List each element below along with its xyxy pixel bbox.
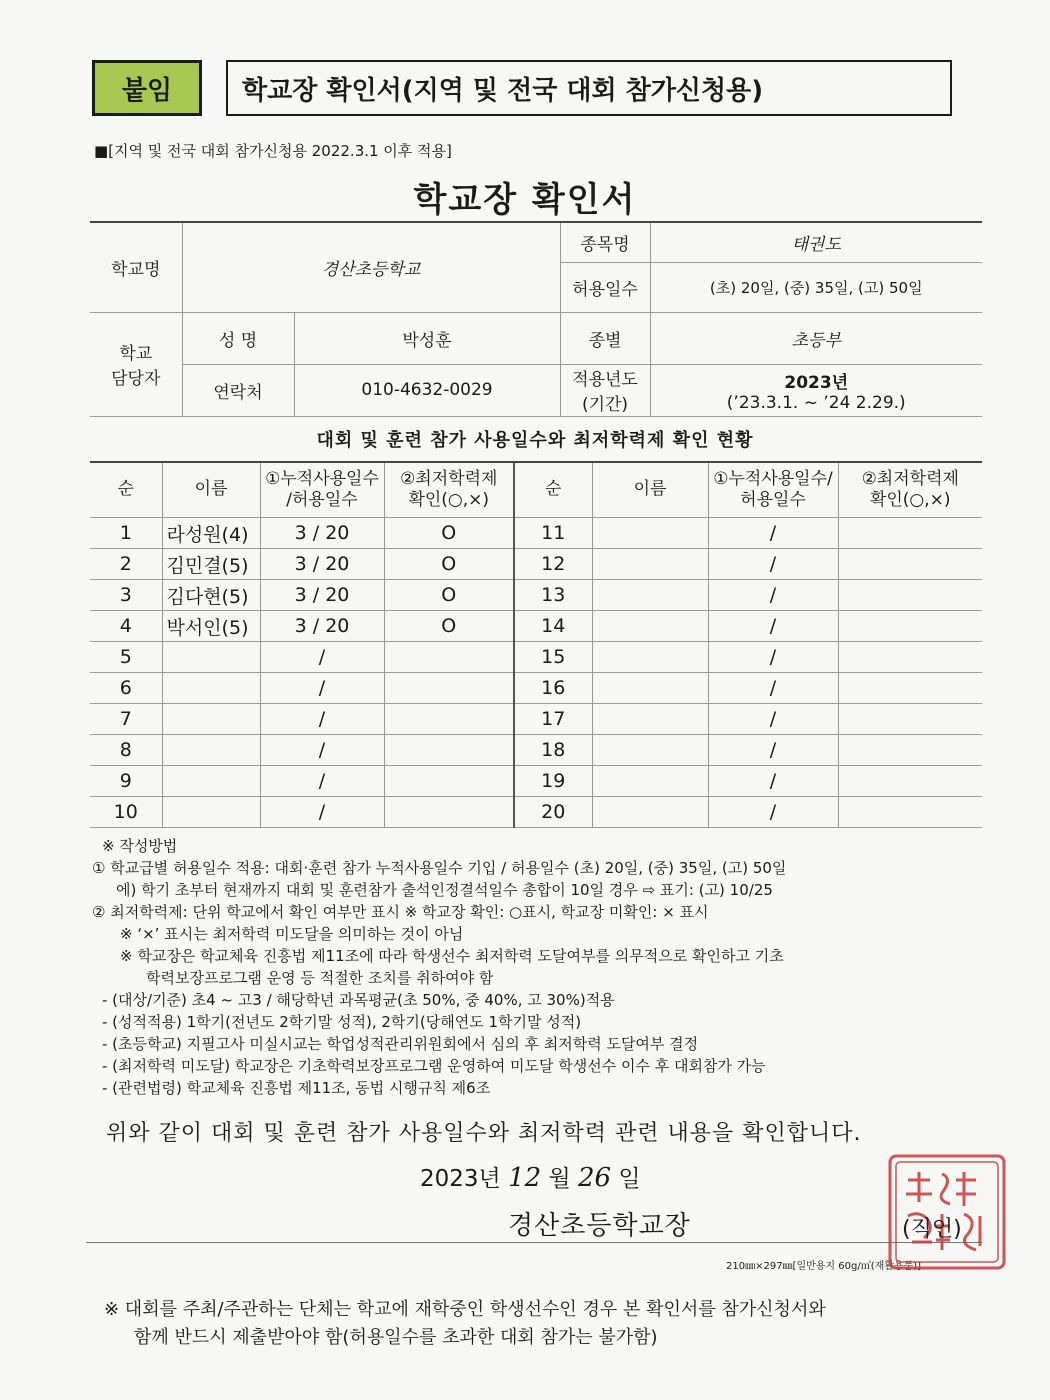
min-academic-check	[838, 766, 982, 797]
row-number: 12	[514, 549, 592, 580]
instruction-line: ① 학교급별 허용일수 적용: 대회·훈련 참가 누적사용일수 기입 / 허용일수 (초) 20일, (중) 35일, (고) 50일	[92, 859, 787, 877]
date-year: 2023년	[420, 1166, 501, 1192]
instruction-line: 학력보장프로그램 운영 등 적절한 조치를 취하여야 함	[146, 969, 494, 987]
school-info-table	[90, 221, 982, 417]
table-row	[90, 704, 982, 735]
confirmation-statement: 위와 같이 대회 및 훈련 참가 사용일수와 최저학력 관련 내용을 확인합니다.	[106, 1121, 862, 1146]
seal-label: (직인)	[902, 1217, 962, 1242]
row-number: 18	[514, 735, 592, 766]
year-label-line-1: 적용년도	[572, 370, 638, 390]
attachment-badge: 붙임	[92, 60, 202, 116]
athlete-name	[592, 766, 708, 797]
row-number: 8	[90, 735, 162, 766]
row-number: 11	[514, 518, 592, 549]
days-used: /	[260, 797, 384, 828]
col-header-min-right-line-2: 확인(○,×)	[869, 490, 951, 510]
instruction-line: ※ 학교장은 학교체육 진흥법 제11조에 따라 학생선수 최저학력 도달여부를 의무적으로 확인하고 기초	[120, 947, 784, 965]
date-month-unit: 월	[548, 1166, 571, 1192]
days-used: /	[260, 642, 384, 673]
athlete-name	[162, 797, 260, 828]
min-academic-check	[384, 735, 514, 766]
days-used: /	[708, 642, 838, 673]
days-used: /	[708, 673, 838, 704]
athlete-name: 박서인(5)	[162, 611, 260, 642]
row-number: 20	[514, 797, 592, 828]
athlete-name	[592, 518, 708, 549]
athlete-name	[592, 673, 708, 704]
table-row	[90, 611, 982, 642]
name-label: 성 명	[182, 312, 294, 364]
days-used: 3 / 20	[260, 611, 384, 642]
col-header-days-right-line-2: 허용일수	[740, 490, 806, 510]
days-used: /	[708, 797, 838, 828]
col-header-min-line-1: ②최저학력제	[400, 468, 498, 489]
athlete-name	[592, 549, 708, 580]
applicability-note: ■[지역 및 전국 대회 참가신청용 2022.3.1 이후 적용]	[94, 142, 452, 160]
table-row	[90, 797, 982, 828]
instruction-line: - (최저학력 미도달) 학교장은 기초학력보장프로그램 운영하여 미도달 학생선수 이수 후 대회참가 가능	[102, 1057, 766, 1075]
instruction-line: - (대상/기준) 초4 ~ 고3 / 해당학년 과목평균(초 50%, 중 40%, 고 30%)적용	[102, 991, 615, 1009]
table-row	[90, 673, 982, 704]
table-row	[90, 549, 982, 580]
instruction-line: - (관련법령) 학교체육 진흥법 제11조, 동법 시행규칙 제6조	[102, 1079, 491, 1097]
event-label: 종목명	[560, 222, 650, 262]
min-academic-check: O	[384, 549, 514, 580]
min-academic-check	[838, 549, 982, 580]
athlete-name: 라성원(4)	[162, 518, 260, 549]
row-number: 16	[514, 673, 592, 704]
athlete-name	[592, 735, 708, 766]
athlete-name	[162, 766, 260, 797]
table-row	[90, 766, 982, 797]
athlete-name	[162, 704, 260, 735]
name-value: 박성훈	[294, 312, 560, 364]
min-academic-check: O	[384, 611, 514, 642]
min-academic-check	[384, 704, 514, 735]
row-number: 19	[514, 766, 592, 797]
days-used: 3 / 20	[260, 580, 384, 611]
min-academic-check	[838, 704, 982, 735]
table-header-row	[90, 462, 982, 518]
min-academic-check	[838, 518, 982, 549]
athlete-list-table	[90, 461, 982, 828]
category-label: 종별	[560, 312, 650, 364]
col-header-no: 순	[90, 462, 162, 518]
row-number: 10	[90, 797, 162, 828]
allowed-days-value: (초) 20일, (중) 35일, (고) 50일	[650, 262, 982, 312]
min-academic-check	[384, 642, 514, 673]
col-header-min-right-line-1: ②최저학력제	[861, 468, 959, 489]
year-label-line-2: (기간)	[581, 395, 629, 415]
athlete-name	[592, 797, 708, 828]
section-title: 대회 및 훈련 참가 사용일수와 최저학력제 확인 현황	[316, 430, 754, 451]
min-academic-check	[838, 797, 982, 828]
min-academic-check	[838, 580, 982, 611]
row-number: 2	[90, 549, 162, 580]
col-header-days-line-1: ①누적사용일수	[265, 468, 379, 489]
days-used: /	[708, 518, 838, 549]
days-used: /	[708, 704, 838, 735]
date-day-unit: 일	[618, 1166, 641, 1192]
year-value	[650, 364, 982, 416]
document-header	[92, 60, 952, 118]
instruction-line: - (초등학교) 지필고사 미실시교는 학업성적관리위원회에서 심의 후 최저학력 도달여부 결정	[102, 1035, 699, 1053]
row-number: 7	[90, 704, 162, 735]
row-number: 3	[90, 580, 162, 611]
year-value-line-1: 2023년	[784, 372, 849, 393]
min-academic-check	[384, 766, 514, 797]
min-academic-check	[384, 797, 514, 828]
athlete-name	[162, 735, 260, 766]
contact-label: 연락처	[182, 364, 294, 416]
instruction-line: ※ ‘×’ 표시는 최저학력 미도달을 의미하는 것이 아님	[120, 925, 464, 943]
days-used: /	[708, 549, 838, 580]
signature-date	[420, 1160, 641, 1193]
row-number: 4	[90, 611, 162, 642]
instruction-line: ② 최저학력제: 단위 학교에서 확인 여부만 표시 ※ 학교장 확인: ○표시, 학교장 미확인: × 표시	[92, 903, 709, 921]
athlete-name	[162, 642, 260, 673]
manager-label-line-1: 학교	[119, 344, 153, 364]
col-header-days	[260, 462, 384, 518]
year-value-line-2: (’23.3.1. ~ ’24 2.29.)	[726, 392, 906, 413]
divider	[86, 1242, 982, 1243]
days-used: /	[708, 611, 838, 642]
athlete-name: 김다현(5)	[162, 580, 260, 611]
min-academic-check: O	[384, 580, 514, 611]
contact-value: 010-4632-0029	[294, 364, 560, 416]
athlete-name	[592, 642, 708, 673]
athlete-name	[162, 673, 260, 704]
date-month: 12	[508, 1163, 542, 1193]
category-value: 초등부	[650, 312, 982, 364]
date-day: 26	[578, 1163, 612, 1193]
row-number: 1	[90, 518, 162, 549]
col-header-no-right: 순	[514, 462, 592, 518]
days-used: /	[260, 673, 384, 704]
row-number: 6	[90, 673, 162, 704]
col-header-days-right	[708, 462, 838, 518]
instruction-line: 에) 학기 초부터 현재까지 대회 및 훈련참가 출석인정결석일수 총합이 10일 경우 ⇨ 표기: (고) 10/25	[116, 881, 773, 899]
col-header-min-line-2: 확인(○,×)	[408, 490, 490, 510]
school-value: 경산초등학교	[182, 222, 560, 312]
col-header-name: 이름	[162, 462, 260, 518]
allowed-days-label: 허용일수	[560, 262, 650, 312]
table-row	[90, 642, 982, 673]
footer-note	[104, 1296, 826, 1352]
row-number: 5	[90, 642, 162, 673]
year-label	[560, 364, 650, 416]
row-number: 9	[90, 766, 162, 797]
min-academic-check	[838, 673, 982, 704]
athlete-name	[592, 580, 708, 611]
days-used: /	[708, 766, 838, 797]
table-row	[90, 735, 982, 766]
min-academic-check: O	[384, 518, 514, 549]
col-header-min-right	[838, 462, 982, 518]
table-row	[90, 518, 982, 549]
col-header-name-right: 이름	[592, 462, 708, 518]
instructions	[92, 835, 992, 1099]
days-used: /	[260, 704, 384, 735]
athlete-name: 김민결(5)	[162, 549, 260, 580]
row-number: 13	[514, 580, 592, 611]
principal-name: 경산초등학교장	[508, 1211, 691, 1241]
paper-spec: 210㎜×297㎜[일반용지 60g/㎡(재활용품)]	[726, 1261, 922, 1272]
row-number: 17	[514, 704, 592, 735]
athlete-name	[592, 611, 708, 642]
days-used: /	[260, 766, 384, 797]
instructions-heading: ※ 작성방법	[102, 837, 178, 855]
header-title: 학교장 확인서(지역 및 전국 대회 참가신청용)	[226, 60, 952, 116]
col-header-min	[384, 462, 514, 518]
instruction-line: - (성적적용) 1학기(전년도 2학기말 성적), 2학기(당해연도 1학기말 성적)	[102, 1013, 582, 1031]
days-used: 3 / 20	[260, 518, 384, 549]
row-number: 14	[514, 611, 592, 642]
page-title: 학교장 확인서	[413, 180, 637, 220]
table-row	[90, 580, 982, 611]
row-number: 15	[514, 642, 592, 673]
col-header-days-line-2: /허용일수	[286, 490, 358, 510]
min-academic-check	[838, 735, 982, 766]
school-label: 학교명	[90, 222, 182, 312]
footer-line-2: 함께 반드시 제출받아야 함(허용일수를 초과한 대회 참가는 불가함)	[134, 1327, 658, 1348]
manager-label	[90, 312, 182, 416]
manager-label-line-2: 담당자	[111, 369, 161, 389]
min-academic-check	[384, 673, 514, 704]
days-used: /	[708, 580, 838, 611]
footer-line-1: ※ 대회를 주최/주관하는 단체는 학교에 재학중인 학생선수인 경우 본 확인서를 참가신청서와	[104, 1299, 826, 1320]
days-used: /	[708, 735, 838, 766]
days-used: /	[260, 735, 384, 766]
days-used: 3 / 20	[260, 549, 384, 580]
athlete-name	[592, 704, 708, 735]
col-header-days-right-line-1: ①누적사용일수/	[713, 468, 833, 489]
event-value: 태권도	[650, 222, 982, 262]
min-academic-check	[838, 611, 982, 642]
min-academic-check	[838, 642, 982, 673]
